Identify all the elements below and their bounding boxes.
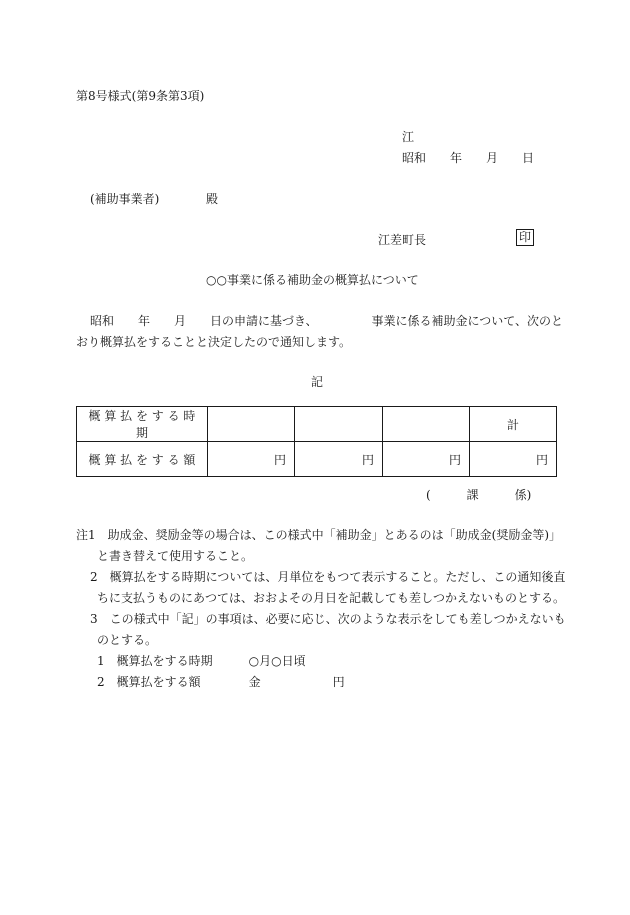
amount-cell-1: 円: [208, 442, 295, 477]
body-line-2: おり概算払をすることと決定したので通知します。: [76, 335, 352, 349]
note-2-line-2: ちに支払うものにあつては、おおよその月日を記載しても差しつかえないものとする。: [97, 591, 566, 605]
example-2: 2 概算払をする額 金 円: [97, 675, 345, 689]
summary-table: [76, 406, 557, 477]
amount-cell-2: 円: [295, 442, 383, 477]
timing-cell-1: [208, 407, 295, 442]
seal-label: 印: [516, 229, 534, 246]
date-line: 昭和 年 月 日: [402, 151, 535, 165]
note-2-line-1: 2 概算払をする時期については、月単位をもつて表示すること。ただし、この通知後直: [90, 570, 566, 584]
contact-department: ( 課 係): [426, 488, 532, 502]
amount-cell-3: 円: [383, 442, 470, 477]
note-1-line-2: と書き替えて使用すること。: [97, 549, 254, 563]
example-1: 1 概算払をする時期 ○月○日頃: [97, 654, 306, 668]
note-3-line-2: のとする。: [97, 633, 158, 647]
amount-row: [77, 442, 557, 477]
note-1-line-1: 注1 助成金、奨励金等の場合は、この様式中「補助金」とあるのは「助成金(奨励金等)」: [76, 528, 562, 542]
recipient-honorific: 殿: [206, 192, 219, 206]
timing-cell-3: [383, 407, 470, 442]
total-header: 計: [470, 407, 557, 442]
timing-cell-2: [295, 407, 383, 442]
note-3-line-1: 3 この様式中「記」の事項は、必要に応じ、次のような表示をしても差しつかえないも: [90, 612, 566, 626]
timing-label: 概 算 払 を す る 時 期: [77, 407, 208, 442]
timing-row: [77, 407, 557, 442]
form-number: 第8号様式(第9条第3項): [76, 89, 205, 103]
amount-total: 円: [470, 442, 557, 477]
document-subject: ○○事業に係る補助金の概算払について: [206, 273, 419, 287]
recipient-label: (補助事業者): [90, 192, 160, 206]
seal-mark: [516, 229, 534, 246]
amount-label: 概 算 払 を す る 額: [77, 442, 208, 477]
body-line-1: 昭和 年 月 日の申請に基づき、 事業に係る補助金について、次のと: [90, 314, 564, 328]
sender-title: 江差町長: [378, 233, 427, 247]
issuer-mark: 江: [402, 130, 415, 144]
record-heading: 記: [311, 375, 324, 389]
